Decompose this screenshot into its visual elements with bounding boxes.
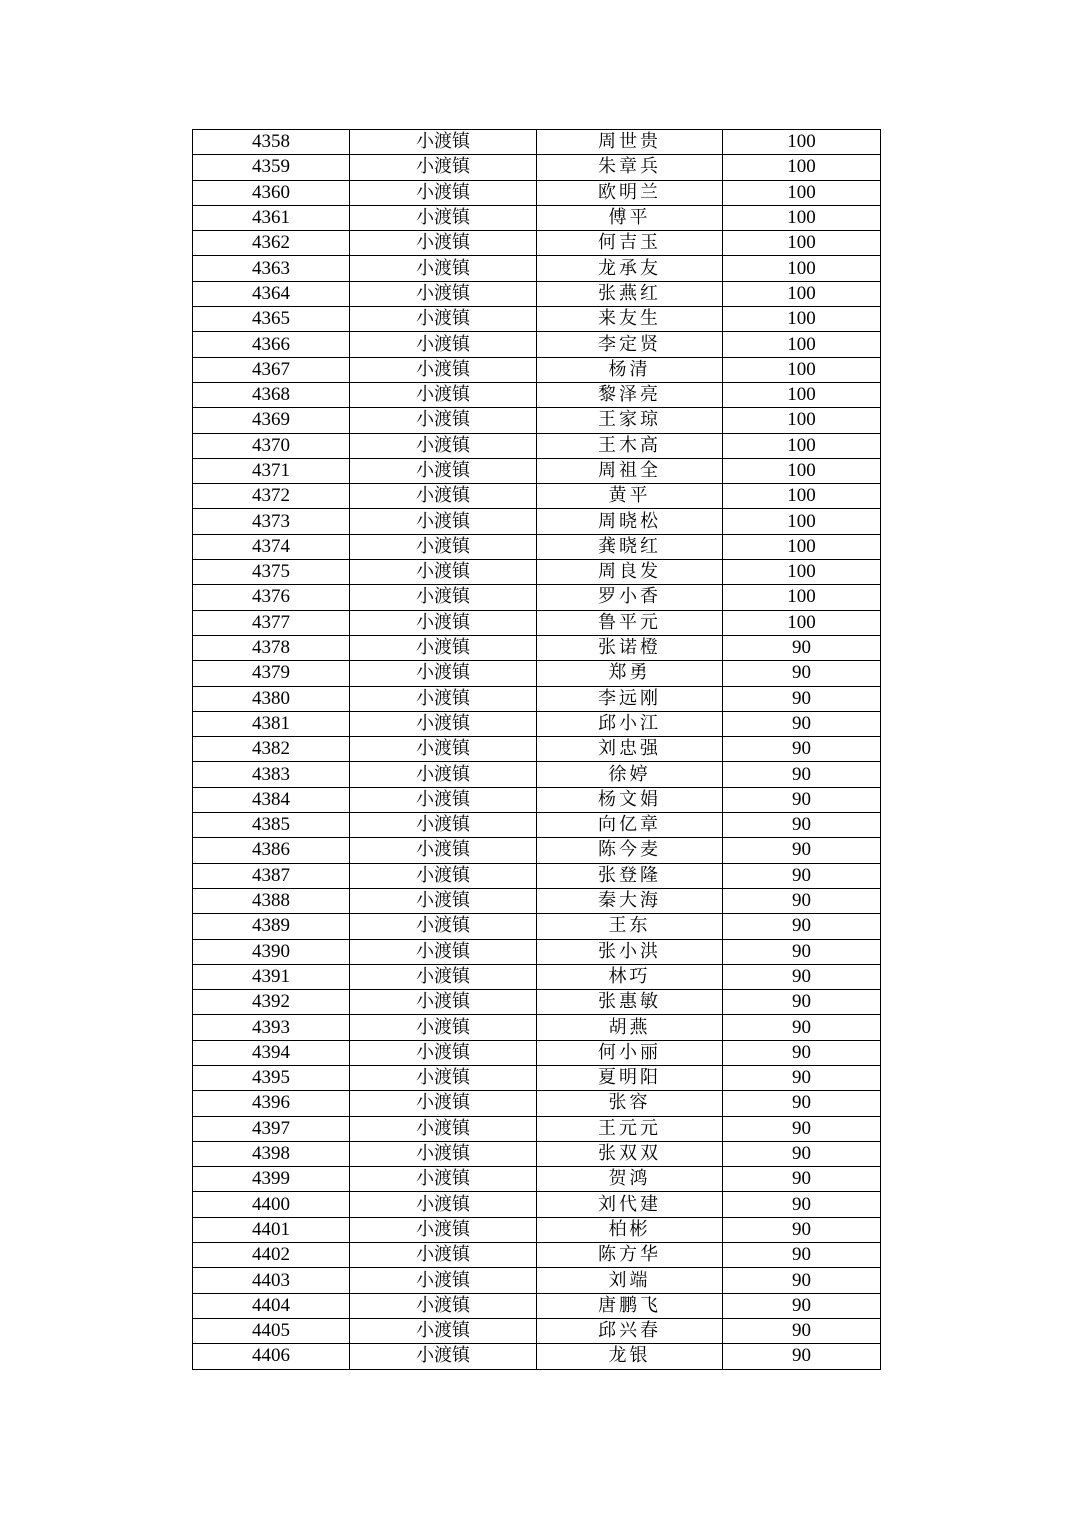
data-table bbox=[192, 129, 881, 1370]
person-name-cell: 何小丽 bbox=[537, 1040, 723, 1065]
amount-cell: 100 bbox=[723, 281, 881, 306]
table-row bbox=[193, 534, 881, 559]
amount-cell: 90 bbox=[723, 737, 881, 762]
town-cell: 小渡镇 bbox=[350, 1217, 537, 1242]
row-number-cell: 4362 bbox=[193, 231, 350, 256]
table-row bbox=[193, 1015, 881, 1040]
person-name-cell: 来友生 bbox=[537, 307, 723, 332]
town-cell: 小渡镇 bbox=[350, 1167, 537, 1192]
amount-cell: 90 bbox=[723, 863, 881, 888]
town-cell: 小渡镇 bbox=[350, 888, 537, 913]
table-row bbox=[193, 1141, 881, 1166]
row-number-cell: 4401 bbox=[193, 1217, 350, 1242]
town-cell: 小渡镇 bbox=[350, 256, 537, 281]
table-row bbox=[193, 1167, 881, 1192]
table-row bbox=[193, 787, 881, 812]
row-number-cell: 4369 bbox=[193, 408, 350, 433]
person-name-cell: 邱小江 bbox=[537, 711, 723, 736]
row-number-cell: 4384 bbox=[193, 787, 350, 812]
person-name-cell: 欧明兰 bbox=[537, 180, 723, 205]
town-cell: 小渡镇 bbox=[350, 1040, 537, 1065]
town-cell: 小渡镇 bbox=[350, 964, 537, 989]
table-row bbox=[193, 1243, 881, 1268]
person-name-cell: 秦大海 bbox=[537, 888, 723, 913]
row-number-cell: 4396 bbox=[193, 1091, 350, 1116]
row-number-cell: 4388 bbox=[193, 888, 350, 913]
person-name-cell: 朱章兵 bbox=[537, 155, 723, 180]
town-cell: 小渡镇 bbox=[350, 635, 537, 660]
town-cell: 小渡镇 bbox=[350, 1344, 537, 1369]
town-cell: 小渡镇 bbox=[350, 990, 537, 1015]
table-row bbox=[193, 205, 881, 230]
row-number-cell: 4377 bbox=[193, 610, 350, 635]
person-name-cell: 张惠敏 bbox=[537, 990, 723, 1015]
amount-cell: 100 bbox=[723, 560, 881, 585]
amount-cell: 100 bbox=[723, 130, 881, 155]
amount-cell: 90 bbox=[723, 1065, 881, 1090]
row-number-cell: 4365 bbox=[193, 307, 350, 332]
town-cell: 小渡镇 bbox=[350, 332, 537, 357]
row-number-cell: 4391 bbox=[193, 964, 350, 989]
town-cell: 小渡镇 bbox=[350, 307, 537, 332]
person-name-cell: 柏彬 bbox=[537, 1217, 723, 1242]
person-name-cell: 徐婷 bbox=[537, 762, 723, 787]
person-name-cell: 张小洪 bbox=[537, 939, 723, 964]
town-cell: 小渡镇 bbox=[350, 686, 537, 711]
town-cell: 小渡镇 bbox=[350, 1293, 537, 1318]
table-row bbox=[193, 1116, 881, 1141]
row-number-cell: 4390 bbox=[193, 939, 350, 964]
amount-cell: 90 bbox=[723, 635, 881, 660]
row-number-cell: 4405 bbox=[193, 1318, 350, 1343]
person-name-cell: 龚晓红 bbox=[537, 534, 723, 559]
person-name-cell: 刘端 bbox=[537, 1268, 723, 1293]
person-name-cell: 何吉玉 bbox=[537, 231, 723, 256]
person-name-cell: 刘忠强 bbox=[537, 737, 723, 762]
person-name-cell: 黎泽亮 bbox=[537, 382, 723, 407]
row-number-cell: 4387 bbox=[193, 863, 350, 888]
table-row bbox=[193, 130, 881, 155]
amount-cell: 100 bbox=[723, 332, 881, 357]
person-name-cell: 张登隆 bbox=[537, 863, 723, 888]
person-name-cell: 鲁平元 bbox=[537, 610, 723, 635]
town-cell: 小渡镇 bbox=[350, 939, 537, 964]
person-name-cell: 王家琼 bbox=[537, 408, 723, 433]
amount-cell: 90 bbox=[723, 762, 881, 787]
town-cell: 小渡镇 bbox=[350, 1141, 537, 1166]
table-row bbox=[193, 1318, 881, 1343]
row-number-cell: 4397 bbox=[193, 1116, 350, 1141]
row-number-cell: 4395 bbox=[193, 1065, 350, 1090]
person-name-cell: 王东 bbox=[537, 914, 723, 939]
row-number-cell: 4400 bbox=[193, 1192, 350, 1217]
table-row bbox=[193, 711, 881, 736]
table-body bbox=[193, 130, 881, 1370]
person-name-cell: 黄平 bbox=[537, 484, 723, 509]
amount-cell: 100 bbox=[723, 509, 881, 534]
row-number-cell: 4383 bbox=[193, 762, 350, 787]
table-row bbox=[193, 560, 881, 585]
row-number-cell: 4376 bbox=[193, 585, 350, 610]
table-row bbox=[193, 382, 881, 407]
person-name-cell: 周祖全 bbox=[537, 458, 723, 483]
row-number-cell: 4364 bbox=[193, 281, 350, 306]
person-name-cell: 杨文娟 bbox=[537, 787, 723, 812]
town-cell: 小渡镇 bbox=[350, 585, 537, 610]
town-cell: 小渡镇 bbox=[350, 1318, 537, 1343]
town-cell: 小渡镇 bbox=[350, 1065, 537, 1090]
table-row bbox=[193, 484, 881, 509]
table-row bbox=[193, 838, 881, 863]
amount-cell: 90 bbox=[723, 838, 881, 863]
town-cell: 小渡镇 bbox=[350, 281, 537, 306]
row-number-cell: 4382 bbox=[193, 737, 350, 762]
table-row bbox=[193, 964, 881, 989]
amount-cell: 90 bbox=[723, 964, 881, 989]
amount-cell: 90 bbox=[723, 711, 881, 736]
town-cell: 小渡镇 bbox=[350, 737, 537, 762]
amount-cell: 90 bbox=[723, 1243, 881, 1268]
amount-cell: 90 bbox=[723, 787, 881, 812]
table-row bbox=[193, 813, 881, 838]
person-name-cell: 王元元 bbox=[537, 1116, 723, 1141]
amount-cell: 100 bbox=[723, 231, 881, 256]
person-name-cell: 夏明阳 bbox=[537, 1065, 723, 1090]
row-number-cell: 4367 bbox=[193, 357, 350, 382]
amount-cell: 90 bbox=[723, 1344, 881, 1369]
person-name-cell: 张容 bbox=[537, 1091, 723, 1116]
row-number-cell: 4360 bbox=[193, 180, 350, 205]
amount-cell: 100 bbox=[723, 180, 881, 205]
row-number-cell: 4406 bbox=[193, 1344, 350, 1369]
town-cell: 小渡镇 bbox=[350, 408, 537, 433]
amount-cell: 90 bbox=[723, 914, 881, 939]
table-row bbox=[193, 357, 881, 382]
row-number-cell: 4372 bbox=[193, 484, 350, 509]
table-row bbox=[193, 990, 881, 1015]
person-name-cell: 龙银 bbox=[537, 1344, 723, 1369]
row-number-cell: 4403 bbox=[193, 1268, 350, 1293]
amount-cell: 100 bbox=[723, 585, 881, 610]
person-name-cell: 王木高 bbox=[537, 433, 723, 458]
amount-cell: 90 bbox=[723, 1116, 881, 1141]
person-name-cell: 张燕红 bbox=[537, 281, 723, 306]
amount-cell: 90 bbox=[723, 1192, 881, 1217]
amount-cell: 100 bbox=[723, 382, 881, 407]
amount-cell: 90 bbox=[723, 813, 881, 838]
town-cell: 小渡镇 bbox=[350, 560, 537, 585]
table-row bbox=[193, 863, 881, 888]
row-number-cell: 4393 bbox=[193, 1015, 350, 1040]
row-number-cell: 4394 bbox=[193, 1040, 350, 1065]
row-number-cell: 4370 bbox=[193, 433, 350, 458]
person-name-cell: 李定贤 bbox=[537, 332, 723, 357]
amount-cell: 100 bbox=[723, 458, 881, 483]
town-cell: 小渡镇 bbox=[350, 130, 537, 155]
row-number-cell: 4368 bbox=[193, 382, 350, 407]
table-row bbox=[193, 256, 881, 281]
row-number-cell: 4399 bbox=[193, 1167, 350, 1192]
row-number-cell: 4361 bbox=[193, 205, 350, 230]
town-cell: 小渡镇 bbox=[350, 762, 537, 787]
row-number-cell: 4392 bbox=[193, 990, 350, 1015]
person-name-cell: 向亿章 bbox=[537, 813, 723, 838]
town-cell: 小渡镇 bbox=[350, 484, 537, 509]
row-number-cell: 4385 bbox=[193, 813, 350, 838]
amount-cell: 100 bbox=[723, 357, 881, 382]
amount-cell: 100 bbox=[723, 610, 881, 635]
amount-cell: 90 bbox=[723, 939, 881, 964]
table-row bbox=[193, 888, 881, 913]
amount-cell: 100 bbox=[723, 408, 881, 433]
table-row bbox=[193, 509, 881, 534]
town-cell: 小渡镇 bbox=[350, 180, 537, 205]
person-name-cell: 张双双 bbox=[537, 1141, 723, 1166]
row-number-cell: 4374 bbox=[193, 534, 350, 559]
town-cell: 小渡镇 bbox=[350, 1015, 537, 1040]
amount-cell: 100 bbox=[723, 433, 881, 458]
town-cell: 小渡镇 bbox=[350, 661, 537, 686]
table-row bbox=[193, 1065, 881, 1090]
table-row bbox=[193, 737, 881, 762]
amount-cell: 100 bbox=[723, 307, 881, 332]
town-cell: 小渡镇 bbox=[350, 1091, 537, 1116]
table-row bbox=[193, 281, 881, 306]
amount-cell: 90 bbox=[723, 1091, 881, 1116]
table-row bbox=[193, 408, 881, 433]
town-cell: 小渡镇 bbox=[350, 610, 537, 635]
person-name-cell: 周世贵 bbox=[537, 130, 723, 155]
person-name-cell: 贺鸿 bbox=[537, 1167, 723, 1192]
amount-cell: 90 bbox=[723, 888, 881, 913]
person-name-cell: 陈今麦 bbox=[537, 838, 723, 863]
table-row bbox=[193, 585, 881, 610]
row-number-cell: 4389 bbox=[193, 914, 350, 939]
town-cell: 小渡镇 bbox=[350, 382, 537, 407]
table-row bbox=[193, 231, 881, 256]
amount-cell: 90 bbox=[723, 686, 881, 711]
table-row bbox=[193, 661, 881, 686]
row-number-cell: 4358 bbox=[193, 130, 350, 155]
table-row bbox=[193, 1268, 881, 1293]
row-number-cell: 4398 bbox=[193, 1141, 350, 1166]
amount-cell: 100 bbox=[723, 256, 881, 281]
town-cell: 小渡镇 bbox=[350, 458, 537, 483]
table-row bbox=[193, 307, 881, 332]
amount-cell: 90 bbox=[723, 1167, 881, 1192]
town-cell: 小渡镇 bbox=[350, 509, 537, 534]
town-cell: 小渡镇 bbox=[350, 813, 537, 838]
row-number-cell: 4375 bbox=[193, 560, 350, 585]
table-row bbox=[193, 1040, 881, 1065]
person-name-cell: 罗小香 bbox=[537, 585, 723, 610]
person-name-cell: 林巧 bbox=[537, 964, 723, 989]
amount-cell: 100 bbox=[723, 205, 881, 230]
row-number-cell: 4371 bbox=[193, 458, 350, 483]
table-row bbox=[193, 762, 881, 787]
person-name-cell: 李远刚 bbox=[537, 686, 723, 711]
table-row bbox=[193, 635, 881, 660]
amount-cell: 90 bbox=[723, 1293, 881, 1318]
table-row bbox=[193, 155, 881, 180]
table-row bbox=[193, 1192, 881, 1217]
town-cell: 小渡镇 bbox=[350, 838, 537, 863]
town-cell: 小渡镇 bbox=[350, 863, 537, 888]
town-cell: 小渡镇 bbox=[350, 1116, 537, 1141]
amount-cell: 100 bbox=[723, 534, 881, 559]
person-name-cell: 张诺橙 bbox=[537, 635, 723, 660]
person-name-cell: 胡燕 bbox=[537, 1015, 723, 1040]
town-cell: 小渡镇 bbox=[350, 787, 537, 812]
table-row bbox=[193, 610, 881, 635]
amount-cell: 90 bbox=[723, 1217, 881, 1242]
town-cell: 小渡镇 bbox=[350, 1268, 537, 1293]
table-row bbox=[193, 1344, 881, 1369]
amount-cell: 90 bbox=[723, 1141, 881, 1166]
row-number-cell: 4379 bbox=[193, 661, 350, 686]
row-number-cell: 4366 bbox=[193, 332, 350, 357]
town-cell: 小渡镇 bbox=[350, 357, 537, 382]
person-name-cell: 陈方华 bbox=[537, 1243, 723, 1268]
row-number-cell: 4381 bbox=[193, 711, 350, 736]
row-number-cell: 4404 bbox=[193, 1293, 350, 1318]
person-name-cell: 邱兴春 bbox=[537, 1318, 723, 1343]
person-name-cell: 傅平 bbox=[537, 205, 723, 230]
row-number-cell: 4363 bbox=[193, 256, 350, 281]
row-number-cell: 4402 bbox=[193, 1243, 350, 1268]
town-cell: 小渡镇 bbox=[350, 1192, 537, 1217]
amount-cell: 90 bbox=[723, 1268, 881, 1293]
town-cell: 小渡镇 bbox=[350, 205, 537, 230]
table-row bbox=[193, 914, 881, 939]
table-row bbox=[193, 180, 881, 205]
amount-cell: 90 bbox=[723, 1040, 881, 1065]
person-name-cell: 龙承友 bbox=[537, 256, 723, 281]
table-row bbox=[193, 686, 881, 711]
amount-cell: 90 bbox=[723, 1015, 881, 1040]
person-name-cell: 刘代建 bbox=[537, 1192, 723, 1217]
town-cell: 小渡镇 bbox=[350, 914, 537, 939]
table-row bbox=[193, 1293, 881, 1318]
person-name-cell: 周良发 bbox=[537, 560, 723, 585]
person-name-cell: 郑勇 bbox=[537, 661, 723, 686]
table-row bbox=[193, 1217, 881, 1242]
amount-cell: 100 bbox=[723, 484, 881, 509]
table-row bbox=[193, 458, 881, 483]
amount-cell: 90 bbox=[723, 1318, 881, 1343]
person-name-cell: 唐鹏飞 bbox=[537, 1293, 723, 1318]
person-name-cell: 周晓松 bbox=[537, 509, 723, 534]
table-row bbox=[193, 1091, 881, 1116]
table-row bbox=[193, 332, 881, 357]
row-number-cell: 4378 bbox=[193, 635, 350, 660]
amount-cell: 90 bbox=[723, 990, 881, 1015]
amount-cell: 100 bbox=[723, 155, 881, 180]
town-cell: 小渡镇 bbox=[350, 231, 537, 256]
amount-cell: 90 bbox=[723, 661, 881, 686]
row-number-cell: 4386 bbox=[193, 838, 350, 863]
town-cell: 小渡镇 bbox=[350, 534, 537, 559]
row-number-cell: 4380 bbox=[193, 686, 350, 711]
town-cell: 小渡镇 bbox=[350, 155, 537, 180]
town-cell: 小渡镇 bbox=[350, 1243, 537, 1268]
table-row bbox=[193, 939, 881, 964]
person-name-cell: 杨清 bbox=[537, 357, 723, 382]
town-cell: 小渡镇 bbox=[350, 711, 537, 736]
row-number-cell: 4359 bbox=[193, 155, 350, 180]
town-cell: 小渡镇 bbox=[350, 433, 537, 458]
row-number-cell: 4373 bbox=[193, 509, 350, 534]
table-row bbox=[193, 433, 881, 458]
